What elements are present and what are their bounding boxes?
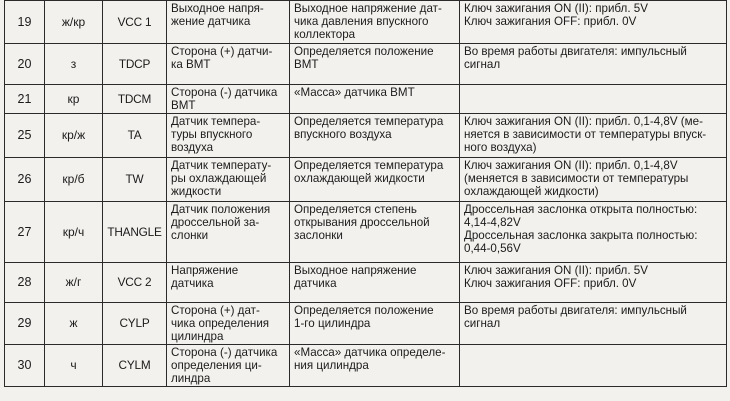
sensor-name-cell	[167, 114, 290, 158]
sensor-name-line: определения ци-	[171, 359, 262, 372]
conditions-line: сигнал	[464, 58, 501, 71]
signal-code-cell: TDCM	[103, 85, 167, 114]
description-line: охлаждающей жидкости	[294, 172, 425, 185]
sensor-name-line: чика определения	[171, 317, 270, 330]
conditions-cell	[460, 303, 727, 345]
sensor-name-cell	[167, 263, 290, 303]
table-row	[5, 345, 727, 387]
table-row	[5, 303, 727, 345]
description-cell	[290, 263, 460, 303]
description-line: Выходное напряжение	[294, 264, 417, 277]
sensor-name-cell	[167, 345, 290, 387]
sensor-name-line: слонки	[171, 229, 209, 242]
description-cell	[290, 44, 460, 85]
pin-number-cell: 30	[5, 345, 45, 387]
wire-color-cell: кр/ч	[45, 202, 103, 263]
sensor-name-cell	[167, 44, 290, 85]
table-body	[5, 1, 727, 387]
sensor-name-line: дроссельной за-	[171, 216, 260, 229]
conditions-line: Во время работы двигателя: импульсный	[464, 45, 687, 58]
conditions-line: 4,14-4,82V	[464, 216, 521, 229]
signal-code-cell: VCC 2	[103, 263, 167, 303]
description-line: Выходное напряжение дат-	[294, 2, 442, 15]
table-row	[5, 202, 727, 263]
sensor-name-line: Датчик положения	[171, 203, 271, 216]
pin-number-cell: 20	[5, 44, 45, 85]
conditions-line: няется в зависимости от температуры впуск-	[464, 128, 707, 141]
conditions-line: 0,44-0,56V	[464, 242, 521, 255]
conditions-line: Ключ зажигания ON (II): прибл. 5V	[464, 264, 648, 277]
table-row	[5, 263, 727, 303]
description-line: Определяется температура	[294, 159, 444, 172]
conditions-cell	[460, 158, 727, 202]
description-cell	[290, 1, 460, 44]
conditions-line: Ключ зажигания OFF: прибл. 0V	[464, 277, 637, 290]
description-line: Определяется температура	[294, 115, 444, 128]
sensor-name-line: туры впускного	[171, 128, 253, 141]
wire-color-cell: кр/ж	[45, 114, 103, 158]
wire-color-cell: кр/б	[45, 158, 103, 202]
signal-code-cell: TW	[103, 158, 167, 202]
description-line: открывания дроссельной	[294, 216, 430, 229]
conditions-line: Дроссельная заслонка открыта полностью:	[464, 203, 698, 216]
description-line: ния цилиндра	[294, 359, 369, 372]
wire-color-cell: з	[45, 44, 103, 85]
description-line: коллектора	[294, 28, 356, 41]
sensor-name-line: ВМТ	[171, 99, 196, 112]
sensor-name-cell	[167, 1, 290, 44]
conditions-line: Во время работы двигателя: импульсный	[464, 304, 687, 317]
conditions-line: (меняется в зависимости от температуры	[464, 172, 689, 185]
description-line: ВМТ	[294, 58, 319, 71]
signal-code-cell: THANGLE	[103, 202, 167, 263]
description-line: заслонки	[294, 229, 343, 242]
description-cell	[290, 158, 460, 202]
conditions-line: сигнал	[464, 317, 501, 330]
description-cell	[290, 85, 460, 114]
sensor-name-line: Сторона (-) датчика	[171, 346, 278, 359]
sensor-name-line: Датчик температу-	[171, 159, 272, 172]
conditions-line: Дроссельная заслонка закрыта полностью:	[464, 229, 698, 242]
sensor-name-line: Сторона (+) датчи-	[171, 45, 273, 58]
sensor-name-line: линдра	[171, 372, 211, 385]
conditions-line: ного воздуха)	[464, 141, 537, 154]
description-line: «Масса» датчика определе-	[294, 346, 446, 359]
conditions-line: охлаждающей жидкости)	[464, 185, 599, 198]
conditions-line: Ключ зажигания ON (II): прибл. 0,1-4,8V	[464, 159, 678, 172]
sensor-name-line: Сторона (+) дат-	[171, 304, 260, 317]
sensor-name-line: Датчик темпера-	[171, 115, 261, 128]
sensor-name-line: ка ВМТ	[171, 58, 211, 71]
conditions-cell	[460, 202, 727, 263]
table-row	[5, 44, 727, 85]
table-row	[5, 1, 727, 44]
conditions-cell	[460, 263, 727, 303]
table-row	[5, 85, 727, 114]
conditions-cell	[460, 1, 727, 44]
conditions-line: Ключ зажигания OFF: прибл. 0V	[464, 15, 637, 28]
signal-code-cell: TA	[103, 114, 167, 158]
conditions-line: Ключ зажигания ON (II): прибл. 5V	[464, 2, 648, 15]
signal-code-cell: CYLM	[103, 345, 167, 387]
sensor-name-line: воздуха	[171, 141, 214, 154]
sensor-name-line: жение датчика	[171, 15, 251, 28]
wire-color-cell: ж/кр	[45, 1, 103, 44]
description-line: датчика	[294, 277, 337, 290]
sensor-name-cell	[167, 85, 290, 114]
sensor-name-line: Сторона (-) датчика	[171, 86, 278, 99]
pin-number-cell: 26	[5, 158, 45, 202]
description-line: Определяется положение	[294, 45, 434, 58]
pin-number-cell: 27	[5, 202, 45, 263]
conditions-line: Ключ зажигания ON (II): прибл. 0,1-4,8V (ме-	[464, 115, 703, 128]
conditions-cell	[460, 114, 727, 158]
conditions-cell	[460, 345, 727, 387]
sensor-name-line: Выходное напря-	[171, 2, 264, 15]
sensor-name-line: датчика	[171, 277, 214, 290]
wire-color-cell: ж	[45, 303, 103, 345]
ecu-pinout-table	[4, 0, 727, 387]
sensor-name-cell	[167, 158, 290, 202]
wire-color-cell: кр	[45, 85, 103, 114]
wire-color-cell: ч	[45, 345, 103, 387]
pin-number-cell: 19	[5, 1, 45, 44]
description-line: Определяется положение	[294, 304, 434, 317]
table-row	[5, 114, 727, 158]
sensor-name-line: цилиндра	[171, 330, 224, 343]
sensor-name-line: ры охлаждающей	[171, 172, 267, 185]
sensor-name-cell	[167, 202, 290, 263]
conditions-cell	[460, 44, 727, 85]
pin-number-cell: 29	[5, 303, 45, 345]
description-cell	[290, 345, 460, 387]
table-row	[5, 158, 727, 202]
description-line: чика давления впускного	[294, 15, 429, 28]
description-cell	[290, 202, 460, 263]
description-line: 1-го цилиндра	[294, 317, 371, 330]
sensor-name-line: жидкости	[171, 185, 222, 198]
sensor-name-cell	[167, 303, 290, 345]
description-line: Определяется степень	[294, 203, 417, 216]
pin-number-cell: 28	[5, 263, 45, 303]
signal-code-cell: TDCP	[103, 44, 167, 85]
sensor-name-line: Напряжение	[171, 264, 239, 277]
signal-code-cell: VCC 1	[103, 1, 167, 44]
pin-number-cell: 25	[5, 114, 45, 158]
description-cell	[290, 303, 460, 345]
conditions-cell	[460, 85, 727, 114]
signal-code-cell: CYLP	[103, 303, 167, 345]
pin-number-cell: 21	[5, 85, 45, 114]
wire-color-cell: ж/г	[45, 263, 103, 303]
description-line: впускного воздуха	[294, 128, 392, 141]
description-cell	[290, 114, 460, 158]
description-line: «Масса» датчика ВМТ	[294, 86, 415, 99]
